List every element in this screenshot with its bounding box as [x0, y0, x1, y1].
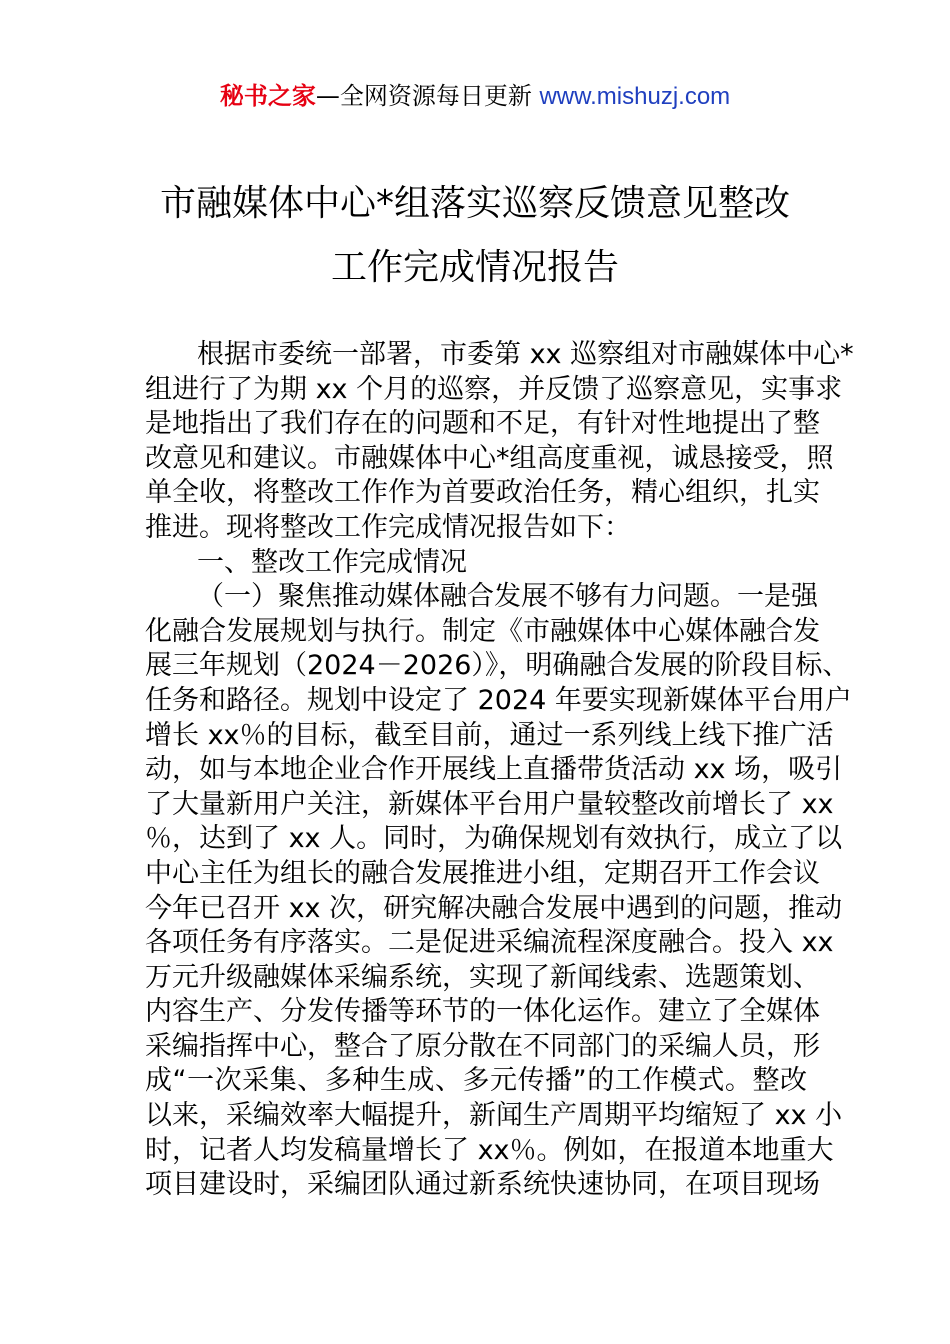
title-line-1: 市融媒体中心*组落实巡察反馈意见整改	[159, 183, 790, 224]
body-line: 今年已召开 xx 次，研究解决融合发展中遇到的问题，推动	[145, 892, 843, 924]
body-line: 单全收，将整改工作作为首要政治任务，精心组织，扎实	[145, 477, 820, 509]
body-line: 项目建设时，采编团队通过新系统快速协同，在项目现场	[145, 1169, 820, 1201]
body-line: 采编指挥中心，整合了原分散在不同部门的采编人员，形	[145, 1030, 820, 1062]
body-line: 中心主任为组长的融合发展推进小组，定期召开工作会议	[145, 857, 820, 889]
document-body	[145, 338, 854, 1203]
site-tagline: —全网资源每日更新	[315, 82, 540, 110]
body-line: 任务和路径。规划中设定了 2024 年要实现新媒体平台用户	[145, 684, 852, 716]
body-line: 内容生产、分发传播等环节的一体化运作。建立了全媒体	[145, 996, 820, 1028]
body-line: 化融合发展规划与执行。制定《市融媒体中心媒体融合发	[145, 615, 820, 647]
body-line: 各项任务有序落实。二是促进采编流程深度融合。投入 xx	[145, 927, 834, 959]
body-line: 了大量新用户关注，新媒体平台用户量较整改前增长了 xx	[145, 788, 834, 820]
section-heading: 一、整改工作完成情况	[197, 546, 467, 578]
title-line-2: 工作完成情况报告	[330, 247, 619, 288]
site-header	[0, 80, 950, 113]
site-url-link[interactable]: www.mishuzj.com	[539, 83, 731, 110]
document-title	[120, 172, 830, 300]
body-line: 组进行了为期 xx 个月的巡察，并反馈了巡察意见，实事求	[145, 373, 843, 405]
body-line: 时，记者人均发稿量增长了 xx％。例如，在报道本地重大	[145, 1134, 834, 1166]
body-line: （一）聚焦推动媒体融合发展不够有力问题。一是强	[197, 581, 818, 613]
body-line: 成“一次采集、多种生成、多元传播”的工作模式。整改	[145, 1065, 807, 1097]
body-line: 万元升级融媒体采编系统，实现了新闻线索、选题策划、	[145, 961, 820, 993]
body-line: 以来，采编效率大幅提升，新闻生产周期平均缩短了 xx 小	[145, 1100, 843, 1132]
body-line: 展三年规划（2024－2026）》，明确融合发展的阶段目标、	[145, 650, 850, 682]
body-line: 是地指出了我们存在的问题和不足，有针对性地提出了整	[145, 408, 820, 440]
body-line: 改意见和建议。市融媒体中心*组高度重视，诚恳接受，照	[145, 442, 834, 474]
body-line: ％，达到了 xx 人。同时，为确保规划有效执行，成立了以	[145, 823, 843, 855]
site-brand: 秘书之家	[219, 82, 316, 110]
body-line: 根据市委统一部署，市委第 xx 巡察组对市融媒体中心*	[197, 339, 854, 370]
body-line: 推进。现将整改工作完成情况报告如下：	[145, 511, 631, 543]
body-line: 动，如与本地企业合作开展线上直播带货活动 xx 场，吸引	[145, 754, 843, 786]
body-line: 增长 xx％的目标，截至目前，通过一系列线上线下推广活	[145, 719, 834, 751]
